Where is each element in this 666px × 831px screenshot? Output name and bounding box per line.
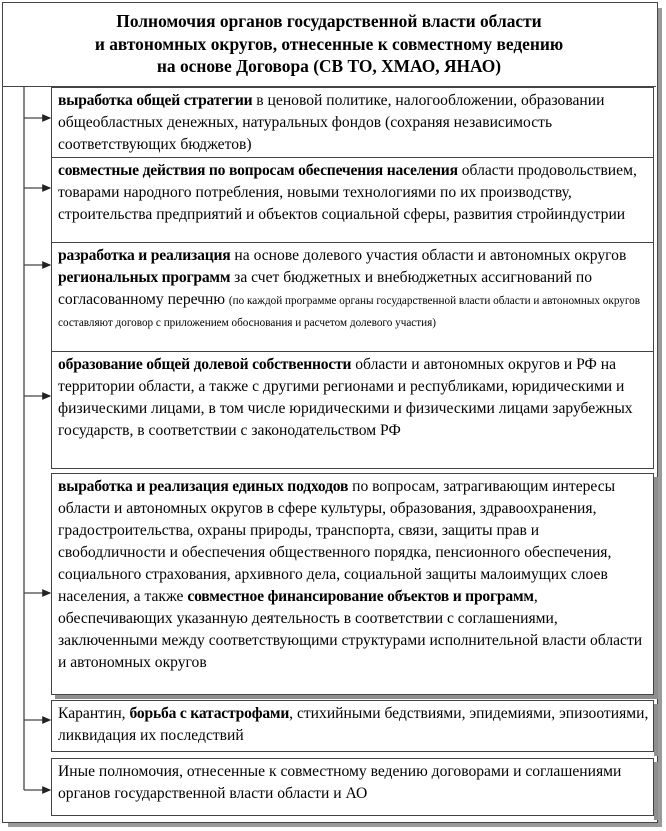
item-2-bold: совместные действия по вопросам обеспечения населения xyxy=(58,162,458,179)
item-box-1 xyxy=(51,87,654,158)
title-line-3: на основе Договора (СВ ТО, ХМАО, ЯНАО) xyxy=(156,56,502,77)
item-box-4 xyxy=(51,351,654,469)
item-6-text: , стихийными бедствиями, эпидемиями, эпизоотиями, ликвидация их последствий xyxy=(58,705,649,744)
item-6-pre: Карантин, xyxy=(58,705,130,722)
item-2-text: области продовольствием, товарами народного потребления, новыми технологиями по их производству, строительства предприятий и объектов социальной сферы, развития стройиндустрии xyxy=(58,162,637,223)
item-3-text: на основе долевого участия области и автономных округов xyxy=(230,247,627,264)
item-1-bold: выработка общей стратегии xyxy=(58,92,253,109)
item-5-bold-2: совместное финансирование объектов и программ xyxy=(187,588,534,605)
item-5-shadow-bottom xyxy=(55,695,658,699)
item-3-text-2: за счет бюджетных и внебюджетных ассигнований по согласованному перечню xyxy=(58,269,593,308)
item-3-bold-2: региональных программ xyxy=(58,269,231,286)
item-6-shadow-right xyxy=(654,704,658,756)
item-6-bold: борьба с катастрофами xyxy=(129,705,290,722)
item-5-text: по вопросам, затрагивающим интересы области и автономных округов в сфере культуры, образования, здравоохранения, градостроительства, охраны природы, транспорта, связи, защиты прав и свободличности и обеспечения общественного порядка, пенсионного обеспечения, социального страхования, архивного дела, социальной защиты малоимущих слоев населения, а также xyxy=(58,478,616,605)
item-5-bold: выработка и реализация единых подходов xyxy=(58,478,349,495)
item-box-3 xyxy=(51,242,654,352)
item-5-shadow-right xyxy=(654,477,658,699)
item-1-text: в ценовой политике, налогообложении, образовании общеобластных денежных, натуральных фондов (сохраняя независимость соответствующих бюджетов) xyxy=(58,92,605,153)
item-7-shadow-right xyxy=(654,762,658,820)
title-line-2: и автономных округов, отнесенные к совместному ведению xyxy=(94,33,564,54)
item-box-7 xyxy=(51,758,654,816)
item-4-text: области и автономных округов и РФ на территории области, а также с другими регионами и республиками, юридическими и физическими лицами, в том числе юридическими и физическими лицами зарубежных государств, в соответствии с законодательством РФ xyxy=(58,356,633,439)
item-4-bold: образование общей долевой собственности xyxy=(58,356,352,373)
title-line-1: Полномочия органов государственной власти области xyxy=(116,11,542,32)
item-7-text: Иные полномочия, отнесенные к совместному ведению договорами и соглашениями органов государственной власти области и АО xyxy=(58,763,622,802)
item-box-5 xyxy=(51,473,654,695)
item-box-6 xyxy=(51,700,654,752)
item-3-bold: разработка и реализация xyxy=(58,247,231,264)
item-3-note: (по каждой программе органы государственной власти области и автономных округов составляют договор с приложением обоснования и расчетом долевого участия) xyxy=(58,295,641,329)
item-5-text-2: , обеспечивающих указанную деятельность в соответствии с соглашениями, заключенными между соответствующими структурами исполнительной власти области и автономных округов xyxy=(58,588,643,671)
item-box-2 xyxy=(51,157,654,243)
